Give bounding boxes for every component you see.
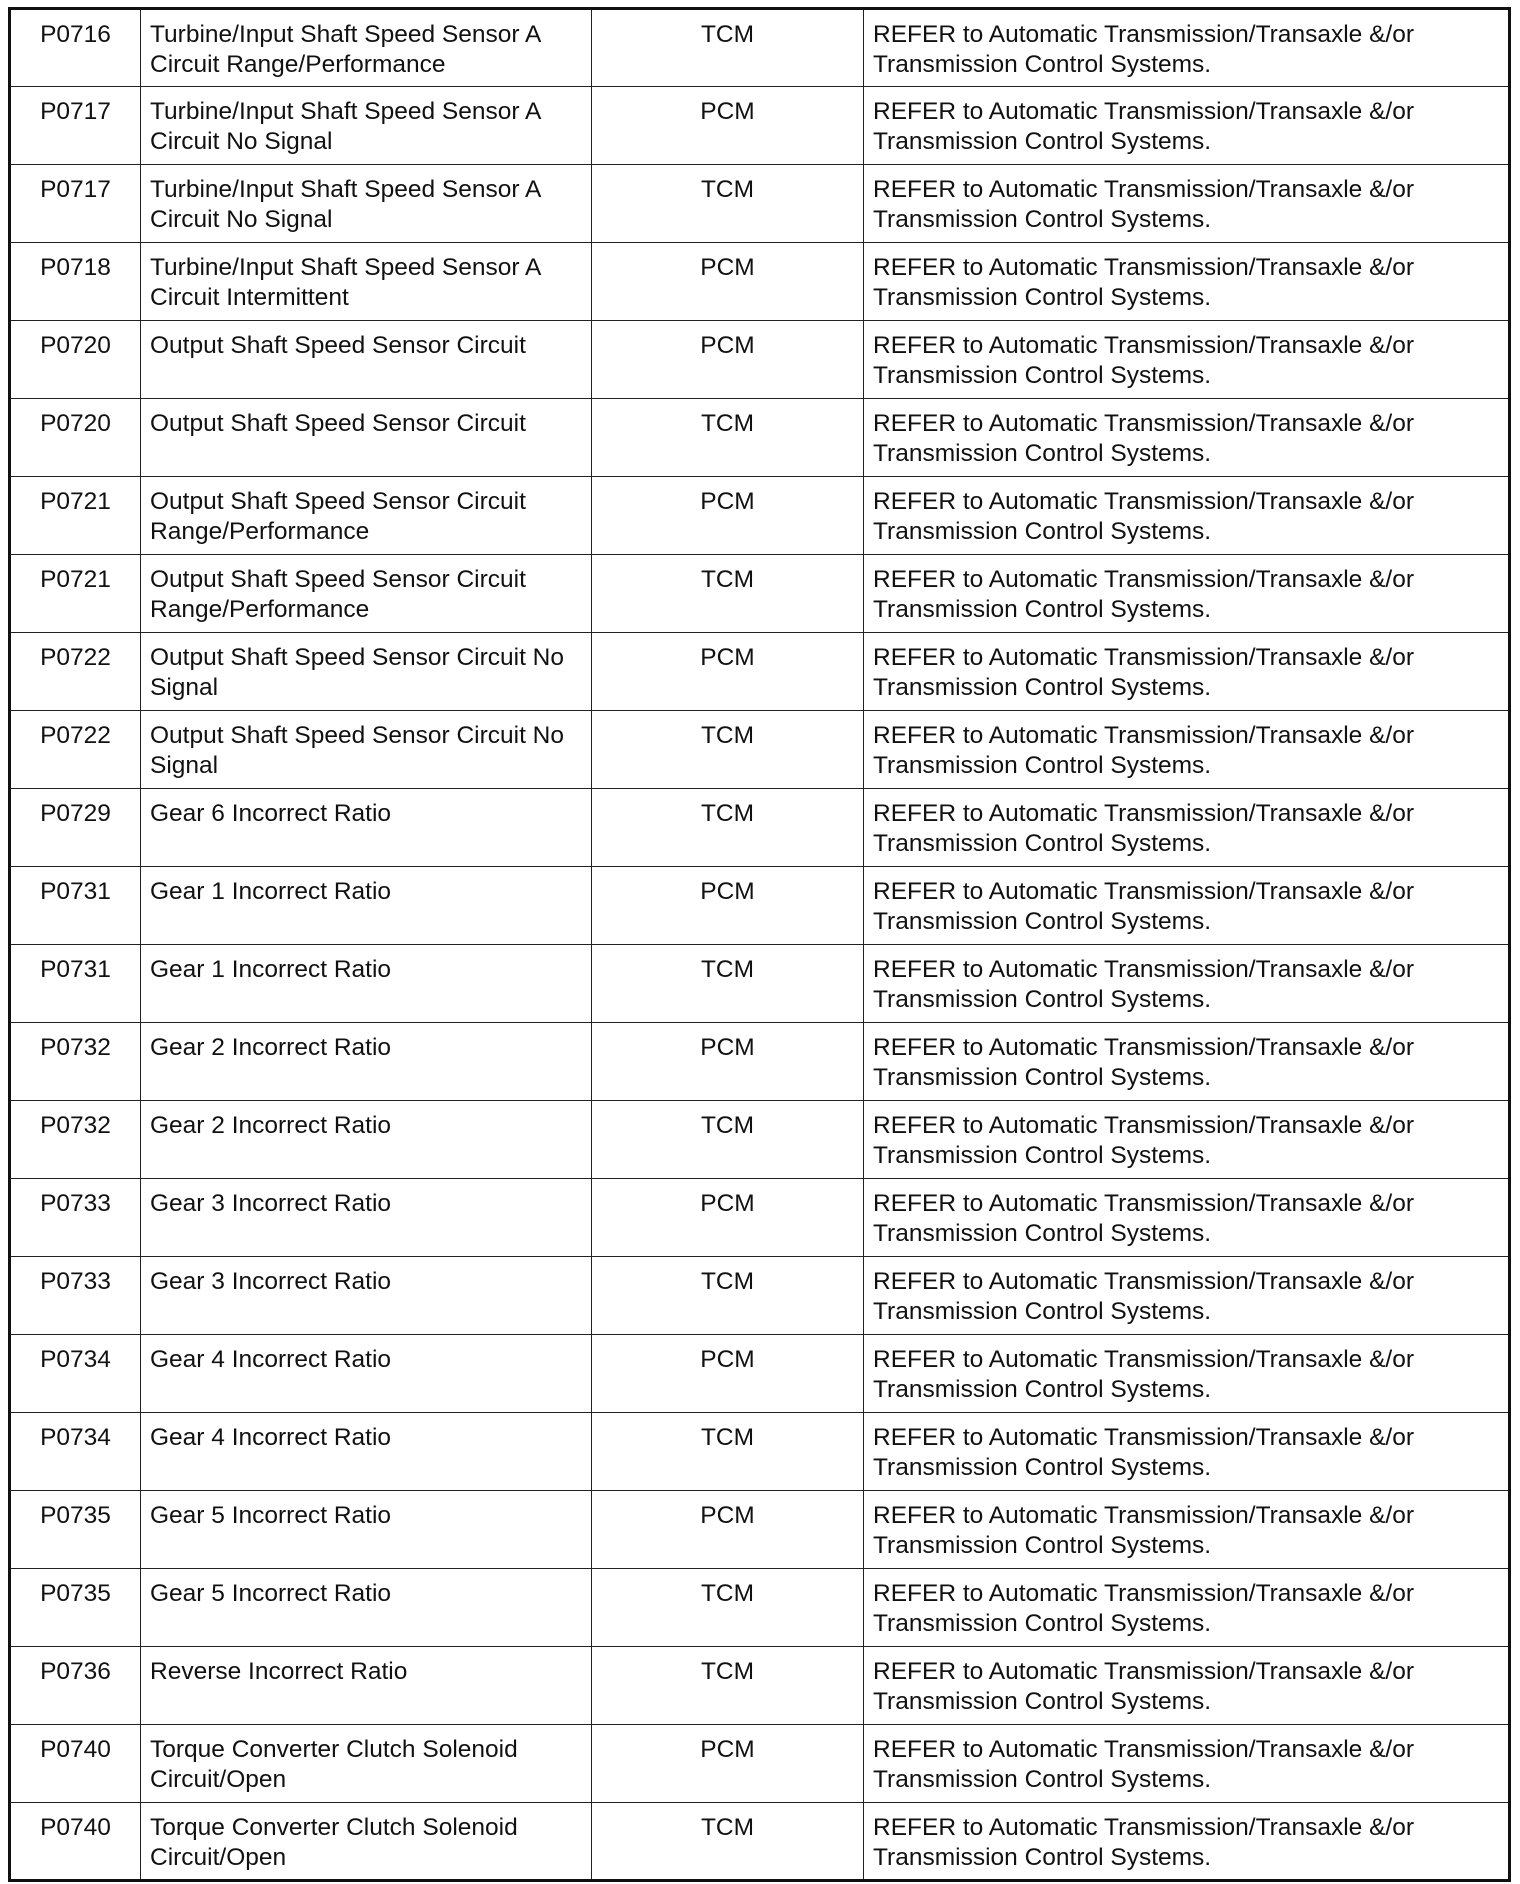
dtc-code-cell: P0735 (10, 1491, 141, 1569)
dtc-module-cell: PCM (592, 477, 864, 555)
dtc-description-cell: Output Shaft Speed Sensor Circuit No Signal (141, 633, 592, 711)
dtc-description-cell: Output Shaft Speed Sensor Circuit No Signal (141, 711, 592, 789)
table-row (10, 867, 1510, 945)
dtc-action-cell: REFER to Automatic Transmission/Transaxle &/or Transmission Control Systems. (864, 789, 1510, 867)
dtc-description-cell: Gear 5 Incorrect Ratio (141, 1569, 592, 1647)
dtc-action-cell: REFER to Automatic Transmission/Transaxle &/or Transmission Control Systems. (864, 867, 1510, 945)
dtc-code-cell: P0731 (10, 945, 141, 1023)
dtc-code-cell: P0729 (10, 789, 141, 867)
dtc-module-cell: TCM (592, 1413, 864, 1491)
dtc-module-cell: TCM (592, 789, 864, 867)
dtc-description-cell: Gear 1 Incorrect Ratio (141, 867, 592, 945)
table-row (10, 1335, 1510, 1413)
dtc-module-cell: TCM (592, 399, 864, 477)
dtc-module-cell: TCM (592, 1647, 864, 1725)
dtc-table-body (10, 9, 1510, 1881)
dtc-code-cell: P0717 (10, 87, 141, 165)
table-row (10, 399, 1510, 477)
dtc-module-cell: TCM (592, 711, 864, 789)
table-row (10, 1647, 1510, 1725)
table-row (10, 711, 1510, 789)
dtc-module-cell: PCM (592, 243, 864, 321)
table-row (10, 1101, 1510, 1179)
dtc-description-cell: Gear 4 Incorrect Ratio (141, 1335, 592, 1413)
dtc-code-cell: P0740 (10, 1803, 141, 1881)
table-row (10, 9, 1510, 87)
dtc-module-cell: PCM (592, 87, 864, 165)
dtc-description-cell: Turbine/Input Shaft Speed Sensor A Circuit No Signal (141, 165, 592, 243)
dtc-description-cell: Turbine/Input Shaft Speed Sensor A Circuit Intermittent (141, 243, 592, 321)
dtc-module-cell: PCM (592, 867, 864, 945)
dtc-description-cell: Gear 4 Incorrect Ratio (141, 1413, 592, 1491)
table-row (10, 477, 1510, 555)
dtc-action-cell: REFER to Automatic Transmission/Transaxle &/or Transmission Control Systems. (864, 477, 1510, 555)
dtc-description-cell: Output Shaft Speed Sensor Circuit (141, 399, 592, 477)
dtc-module-cell: PCM (592, 321, 864, 399)
table-row (10, 1179, 1510, 1257)
dtc-code-cell: P0716 (10, 9, 141, 87)
dtc-code-cell: P0721 (10, 555, 141, 633)
dtc-description-cell: Gear 6 Incorrect Ratio (141, 789, 592, 867)
dtc-action-cell: REFER to Automatic Transmission/Transaxle &/or Transmission Control Systems. (864, 1647, 1510, 1725)
dtc-code-cell: P0722 (10, 711, 141, 789)
dtc-code-cell: P0720 (10, 321, 141, 399)
dtc-module-cell: TCM (592, 9, 864, 87)
dtc-action-cell: REFER to Automatic Transmission/Transaxle &/or Transmission Control Systems. (864, 1491, 1510, 1569)
dtc-code-cell: P0734 (10, 1413, 141, 1491)
dtc-action-cell: REFER to Automatic Transmission/Transaxle &/or Transmission Control Systems. (864, 1413, 1510, 1491)
dtc-description-cell: Turbine/Input Shaft Speed Sensor A Circuit Range/Performance (141, 9, 592, 87)
dtc-code-cell: P0720 (10, 399, 141, 477)
dtc-module-cell: TCM (592, 165, 864, 243)
dtc-module-cell: PCM (592, 1725, 864, 1803)
table-row (10, 1725, 1510, 1803)
dtc-action-cell: REFER to Automatic Transmission/Transaxle &/or Transmission Control Systems. (864, 1335, 1510, 1413)
dtc-action-cell: REFER to Automatic Transmission/Transaxle &/or Transmission Control Systems. (864, 9, 1510, 87)
dtc-code-cell: P0732 (10, 1023, 141, 1101)
dtc-description-cell: Gear 2 Incorrect Ratio (141, 1023, 592, 1101)
table-row (10, 321, 1510, 399)
table-row (10, 1569, 1510, 1647)
dtc-code-cell: P0740 (10, 1725, 141, 1803)
table-row (10, 945, 1510, 1023)
table-row (10, 87, 1510, 165)
dtc-action-cell: REFER to Automatic Transmission/Transaxle &/or Transmission Control Systems. (864, 555, 1510, 633)
dtc-description-cell: Output Shaft Speed Sensor Circuit Range/Performance (141, 477, 592, 555)
dtc-description-cell: Gear 5 Incorrect Ratio (141, 1491, 592, 1569)
dtc-module-cell: PCM (592, 1023, 864, 1101)
table-row (10, 555, 1510, 633)
dtc-code-cell: P0733 (10, 1257, 141, 1335)
dtc-action-cell: REFER to Automatic Transmission/Transaxle &/or Transmission Control Systems. (864, 1101, 1510, 1179)
table-row (10, 165, 1510, 243)
dtc-action-cell: REFER to Automatic Transmission/Transaxle &/or Transmission Control Systems. (864, 1257, 1510, 1335)
dtc-action-cell: REFER to Automatic Transmission/Transaxle &/or Transmission Control Systems. (864, 1179, 1510, 1257)
dtc-description-cell: Turbine/Input Shaft Speed Sensor A Circuit No Signal (141, 87, 592, 165)
dtc-action-cell: REFER to Automatic Transmission/Transaxle &/or Transmission Control Systems. (864, 399, 1510, 477)
dtc-code-cell: P0722 (10, 633, 141, 711)
dtc-module-cell: PCM (592, 1491, 864, 1569)
dtc-code-cell: P0718 (10, 243, 141, 321)
dtc-description-cell: Output Shaft Speed Sensor Circuit (141, 321, 592, 399)
dtc-action-cell: REFER to Automatic Transmission/Transaxle &/or Transmission Control Systems. (864, 945, 1510, 1023)
dtc-action-cell: REFER to Automatic Transmission/Transaxle &/or Transmission Control Systems. (864, 1023, 1510, 1101)
dtc-action-cell: REFER to Automatic Transmission/Transaxle &/or Transmission Control Systems. (864, 87, 1510, 165)
dtc-code-cell: P0733 (10, 1179, 141, 1257)
table-row (10, 1023, 1510, 1101)
dtc-module-cell: TCM (592, 1803, 864, 1881)
dtc-description-cell: Torque Converter Clutch Solenoid Circuit/Open (141, 1803, 592, 1881)
dtc-action-cell: REFER to Automatic Transmission/Transaxle &/or Transmission Control Systems. (864, 1569, 1510, 1647)
dtc-action-cell: REFER to Automatic Transmission/Transaxle &/or Transmission Control Systems. (864, 165, 1510, 243)
table-row (10, 789, 1510, 867)
dtc-description-cell: Gear 3 Incorrect Ratio (141, 1257, 592, 1335)
table-row (10, 1491, 1510, 1569)
table-row (10, 633, 1510, 711)
dtc-code-cell: P0731 (10, 867, 141, 945)
dtc-code-cell: P0721 (10, 477, 141, 555)
table-row (10, 1257, 1510, 1335)
dtc-code-cell: P0732 (10, 1101, 141, 1179)
dtc-module-cell: TCM (592, 555, 864, 633)
dtc-module-cell: TCM (592, 1101, 864, 1179)
dtc-action-cell: REFER to Automatic Transmission/Transaxle &/or Transmission Control Systems. (864, 243, 1510, 321)
dtc-module-cell: TCM (592, 1257, 864, 1335)
dtc-description-cell: Gear 3 Incorrect Ratio (141, 1179, 592, 1257)
dtc-action-cell: REFER to Automatic Transmission/Transaxle &/or Transmission Control Systems. (864, 1725, 1510, 1803)
table-row (10, 1803, 1510, 1881)
dtc-module-cell: TCM (592, 1569, 864, 1647)
dtc-action-cell: REFER to Automatic Transmission/Transaxle &/or Transmission Control Systems. (864, 633, 1510, 711)
dtc-module-cell: PCM (592, 1335, 864, 1413)
dtc-description-cell: Reverse Incorrect Ratio (141, 1647, 592, 1725)
dtc-module-cell: PCM (592, 1179, 864, 1257)
table-row (10, 243, 1510, 321)
dtc-code-cell: P0736 (10, 1647, 141, 1725)
dtc-action-cell: REFER to Automatic Transmission/Transaxle &/or Transmission Control Systems. (864, 321, 1510, 399)
table-row (10, 1413, 1510, 1491)
dtc-description-cell: Output Shaft Speed Sensor Circuit Range/Performance (141, 555, 592, 633)
dtc-table (8, 7, 1511, 1882)
dtc-action-cell: REFER to Automatic Transmission/Transaxle &/or Transmission Control Systems. (864, 711, 1510, 789)
dtc-module-cell: TCM (592, 945, 864, 1023)
dtc-action-cell: REFER to Automatic Transmission/Transaxle &/or Transmission Control Systems. (864, 1803, 1510, 1881)
dtc-description-cell: Torque Converter Clutch Solenoid Circuit/Open (141, 1725, 592, 1803)
dtc-code-cell: P0734 (10, 1335, 141, 1413)
dtc-description-cell: Gear 2 Incorrect Ratio (141, 1101, 592, 1179)
dtc-code-cell: P0735 (10, 1569, 141, 1647)
dtc-module-cell: PCM (592, 633, 864, 711)
dtc-code-cell: P0717 (10, 165, 141, 243)
dtc-description-cell: Gear 1 Incorrect Ratio (141, 945, 592, 1023)
